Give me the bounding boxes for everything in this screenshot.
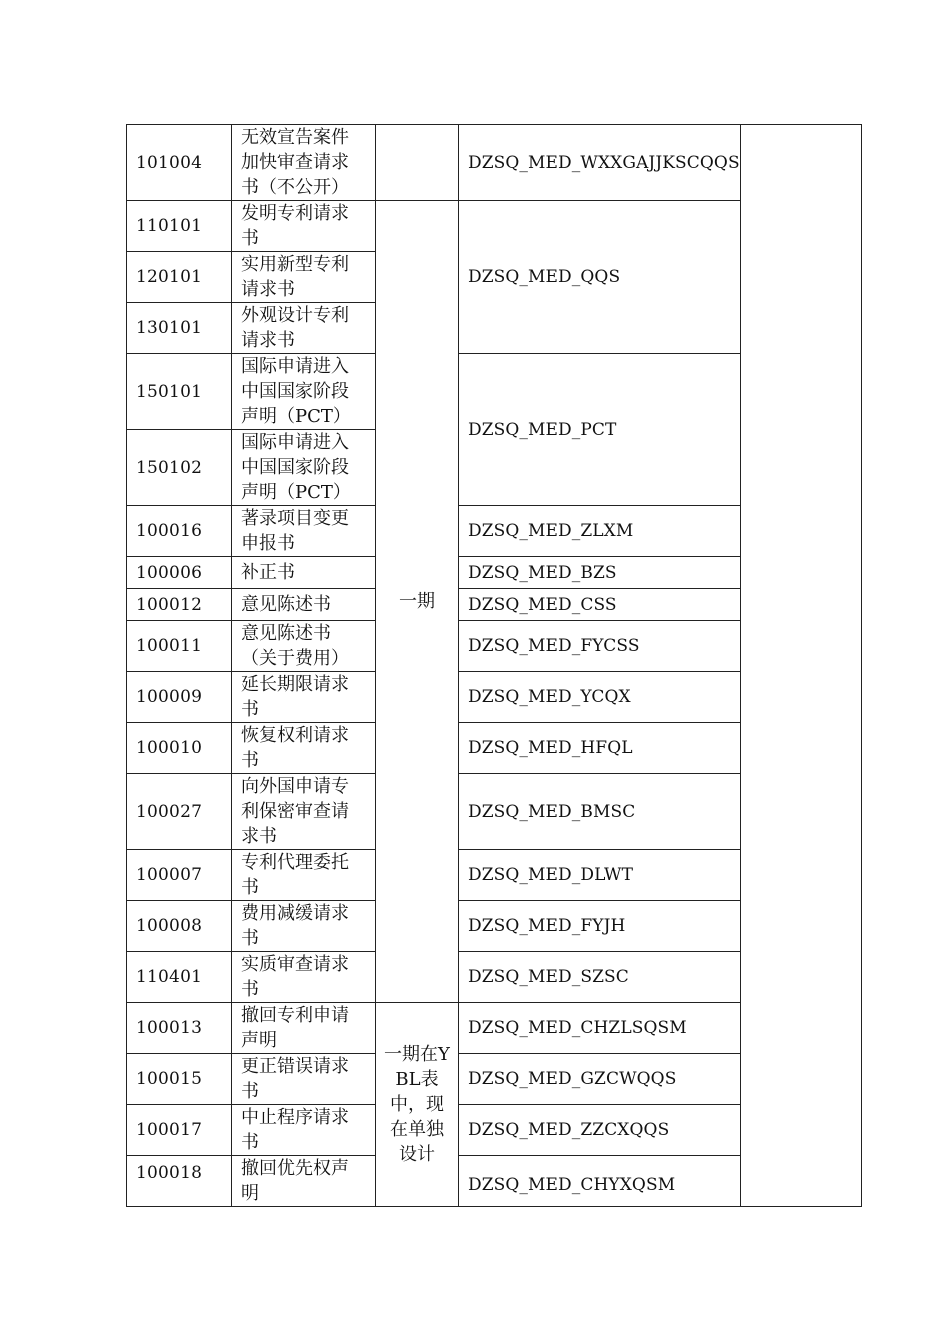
- name-cell: 著录项目变更申报书: [232, 506, 376, 557]
- name-cell: 补正书: [232, 557, 376, 589]
- table-name-cell: DZSQ_MED_BZS: [459, 557, 741, 589]
- code-cell: 100012: [127, 589, 232, 621]
- table-name-cell: DZSQ_MED_CHZLSQSM: [459, 1003, 741, 1054]
- code-cell: 150102: [127, 430, 232, 506]
- name-cell: 向外国申请专利保密审查请求书: [232, 774, 376, 850]
- code-cell: 100008: [127, 901, 232, 952]
- code-cell: 100013: [127, 1003, 232, 1054]
- table-name-cell: DZSQ_MED_DLWT: [459, 850, 741, 901]
- code-cell: 130101: [127, 303, 232, 354]
- table-name-cell: DZSQ_MED_QQS: [459, 201, 741, 354]
- code-cell: 100006: [127, 557, 232, 589]
- table-row: [127, 125, 862, 201]
- table-name-cell: DZSQ_MED_FYJH: [459, 901, 741, 952]
- code-cell: 100027: [127, 774, 232, 850]
- name-cell: 实用新型专利请求书: [232, 252, 376, 303]
- name-cell: 国际申请进入中国国家阶段声明（PCT）: [232, 354, 376, 430]
- name-cell: 意见陈述书（关于费用）: [232, 621, 376, 672]
- code-cell: 100011: [127, 621, 232, 672]
- code-cell: 100015: [127, 1054, 232, 1105]
- table-name-cell: DZSQ_MED_WXXGAJJKSCQQS: [459, 125, 741, 201]
- code-cell: 110401: [127, 952, 232, 1003]
- name-cell: 更正错误请求书: [232, 1054, 376, 1105]
- code-cell: 100018: [127, 1156, 232, 1207]
- name-cell: 撤回优先权声明: [232, 1156, 376, 1207]
- table-name-cell: DZSQ_MED_CHYXQSM: [459, 1156, 741, 1207]
- table-name-cell: DZSQ_MED_ZZCXQQS: [459, 1105, 741, 1156]
- code-cell: 110101: [127, 201, 232, 252]
- code-cell: 100007: [127, 850, 232, 901]
- table-name-cell: DZSQ_MED_HFQL: [459, 723, 741, 774]
- code-cell: 150101: [127, 354, 232, 430]
- table-name-cell: DZSQ_MED_BMSC: [459, 774, 741, 850]
- name-cell: 无效宣告案件加快审查请求书（不公开）: [232, 125, 376, 201]
- code-cell: 101004: [127, 125, 232, 201]
- name-cell: 中止程序请求书: [232, 1105, 376, 1156]
- name-cell: 恢复权利请求书: [232, 723, 376, 774]
- table-name-cell: DZSQ_MED_GZCWQQS: [459, 1054, 741, 1105]
- name-cell: 延长期限请求书: [232, 672, 376, 723]
- table-name-cell: DZSQ_MED_FYCSS: [459, 621, 741, 672]
- notes-cell: [741, 125, 862, 1207]
- table-name-cell: DZSQ_MED_PCT: [459, 354, 741, 506]
- name-cell: 意见陈述书: [232, 589, 376, 621]
- table-name-cell: DZSQ_MED_YCQX: [459, 672, 741, 723]
- phase-cell: 一期: [376, 201, 459, 1003]
- name-cell: 外观设计专利请求书: [232, 303, 376, 354]
- name-cell: 专利代理委托书: [232, 850, 376, 901]
- code-cell: 100017: [127, 1105, 232, 1156]
- table-name-cell: DZSQ_MED_CSS: [459, 589, 741, 621]
- code-cell: 100016: [127, 506, 232, 557]
- phase-cell-ybl: 一期在YBL表中，现在单独设计: [376, 1003, 459, 1207]
- table-name-cell: DZSQ_MED_ZLXM: [459, 506, 741, 557]
- name-cell: 发明专利请求书: [232, 201, 376, 252]
- document-table: [126, 124, 862, 1207]
- phase-cell-empty: [376, 125, 459, 201]
- name-cell: 实质审查请求书: [232, 952, 376, 1003]
- code-cell: 100009: [127, 672, 232, 723]
- code-cell: 120101: [127, 252, 232, 303]
- name-cell: 国际申请进入中国国家阶段声明（PCT）: [232, 430, 376, 506]
- table-name-cell: DZSQ_MED_SZSC: [459, 952, 741, 1003]
- name-cell: 撤回专利申请声明: [232, 1003, 376, 1054]
- code-cell: 100010: [127, 723, 232, 774]
- name-cell: 费用减缓请求书: [232, 901, 376, 952]
